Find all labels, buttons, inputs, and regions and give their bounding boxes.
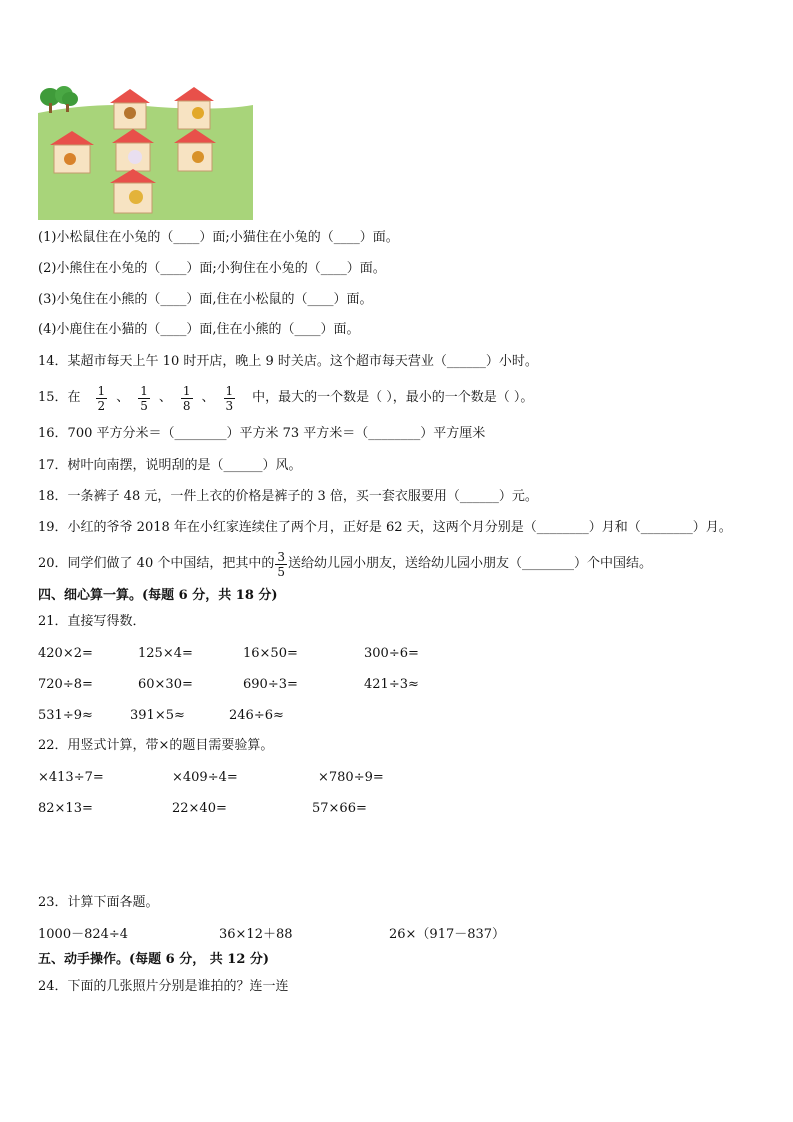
fraction: $\frac{1}{5}$ bbox=[140, 383, 148, 413]
calc-item: ×409÷4= bbox=[172, 770, 238, 785]
calc-item: 57×66= bbox=[312, 801, 367, 816]
q20-suffix: 送给幼儿园小朋友，送给幼儿园小朋友（________）个中国结。 bbox=[288, 556, 653, 571]
calc-item: 391×5≈ bbox=[130, 708, 185, 723]
separator: 、 bbox=[201, 390, 215, 405]
calc-item: 26×（917－837） bbox=[389, 927, 506, 942]
calc-item: 421÷3≈ bbox=[364, 677, 419, 692]
separator: 、 bbox=[116, 390, 130, 405]
q13-sub4: (4)小鹿住在小猫的（____）面,住在小熊的（____）面。 bbox=[38, 322, 360, 337]
fraction: $\frac{1}{2}$ bbox=[97, 383, 106, 413]
q15-suffix: 中，最大的一个数是（ ），最小的一个数是（ ）。 bbox=[252, 390, 534, 405]
fraction: $\frac{1}{8}$ bbox=[182, 383, 191, 413]
calc-item: 82×13= bbox=[38, 801, 93, 816]
calc-item: 16×50= bbox=[243, 646, 298, 661]
separator: 、 bbox=[158, 390, 172, 405]
calc-item: 36×12＋88 bbox=[219, 927, 293, 942]
q13-sub2: (2)小熊住在小兔的（____）面;小狗住在小兔的（____）面。 bbox=[38, 261, 386, 276]
calc-item: 1000－824÷4 bbox=[38, 927, 129, 942]
calc-item: 720÷8= bbox=[38, 677, 93, 692]
question-19: 19．小红的爷爷 2018 年在小红家连续住了两个月，正好是 62 天，这两个月分别是（________）月和（________）月。 bbox=[38, 520, 732, 535]
calc-item: ×413÷7= bbox=[38, 770, 104, 785]
houses-with-animals-illustration bbox=[38, 83, 253, 220]
section-5-heading: 五、动手操作。(每题 6 分， 共 12 分) bbox=[38, 952, 270, 967]
question-18: 18．一条裤子 48 元，一件上衣的价格是裤子的 3 倍，买一套衣服要用（______）元。 bbox=[38, 489, 538, 504]
q13-sub3: (3)小兔住在小熊的（____）面,住在小松鼠的（____）面。 bbox=[38, 292, 373, 307]
fraction: $\frac{1}{3}$ bbox=[225, 383, 234, 413]
question-17: 17．树叶向南摆，说明刮的是（______）风。 bbox=[38, 458, 302, 473]
fraction: $\frac{3}{5}$ bbox=[277, 549, 285, 579]
calc-item: 60×30= bbox=[138, 677, 193, 692]
calc-item: 531÷9≈ bbox=[38, 708, 93, 723]
calc-item: 246÷6≈ bbox=[229, 708, 284, 723]
q13-sub1: (1)小松鼠住在小兔的（____）面;小猫住在小兔的（____）面。 bbox=[38, 230, 399, 245]
calc-item: 300÷6= bbox=[364, 646, 419, 661]
question-14: 14．某超市每天上午 10 时开店，晚上 9 时关店。这个超市每天营业（______）小时。 bbox=[38, 354, 538, 369]
calc-item: 22×40= bbox=[172, 801, 227, 816]
calc-item: 125×4= bbox=[138, 646, 193, 661]
question-24: 24．下面的几张照片分别是谁拍的？连一连 bbox=[38, 979, 289, 994]
calc-item: 420×2= bbox=[38, 646, 93, 661]
question-16: 16．700 平方分米＝（________）平方米 73 平方米＝（________）平方厘米 bbox=[38, 426, 486, 441]
section-4-heading: 四、细心算一算。(每题 6 分，共 18 分) bbox=[38, 588, 278, 603]
calc-item: 690÷3= bbox=[243, 677, 298, 692]
question-21-title: 21．直接写得数． bbox=[38, 614, 146, 629]
question-22-title: 22．用竖式计算，带×的题目需要验算。 bbox=[38, 738, 274, 753]
calc-item: ×780÷9= bbox=[318, 770, 384, 785]
q20-prefix: 20．同学们做了 40 个中国结，把其中的 bbox=[38, 556, 275, 571]
question-20 bbox=[38, 545, 652, 583]
question-23-title: 23．计算下面各题。 bbox=[38, 895, 159, 910]
question-15 bbox=[38, 378, 533, 418]
q15-prefix: 15．在 bbox=[38, 390, 81, 405]
